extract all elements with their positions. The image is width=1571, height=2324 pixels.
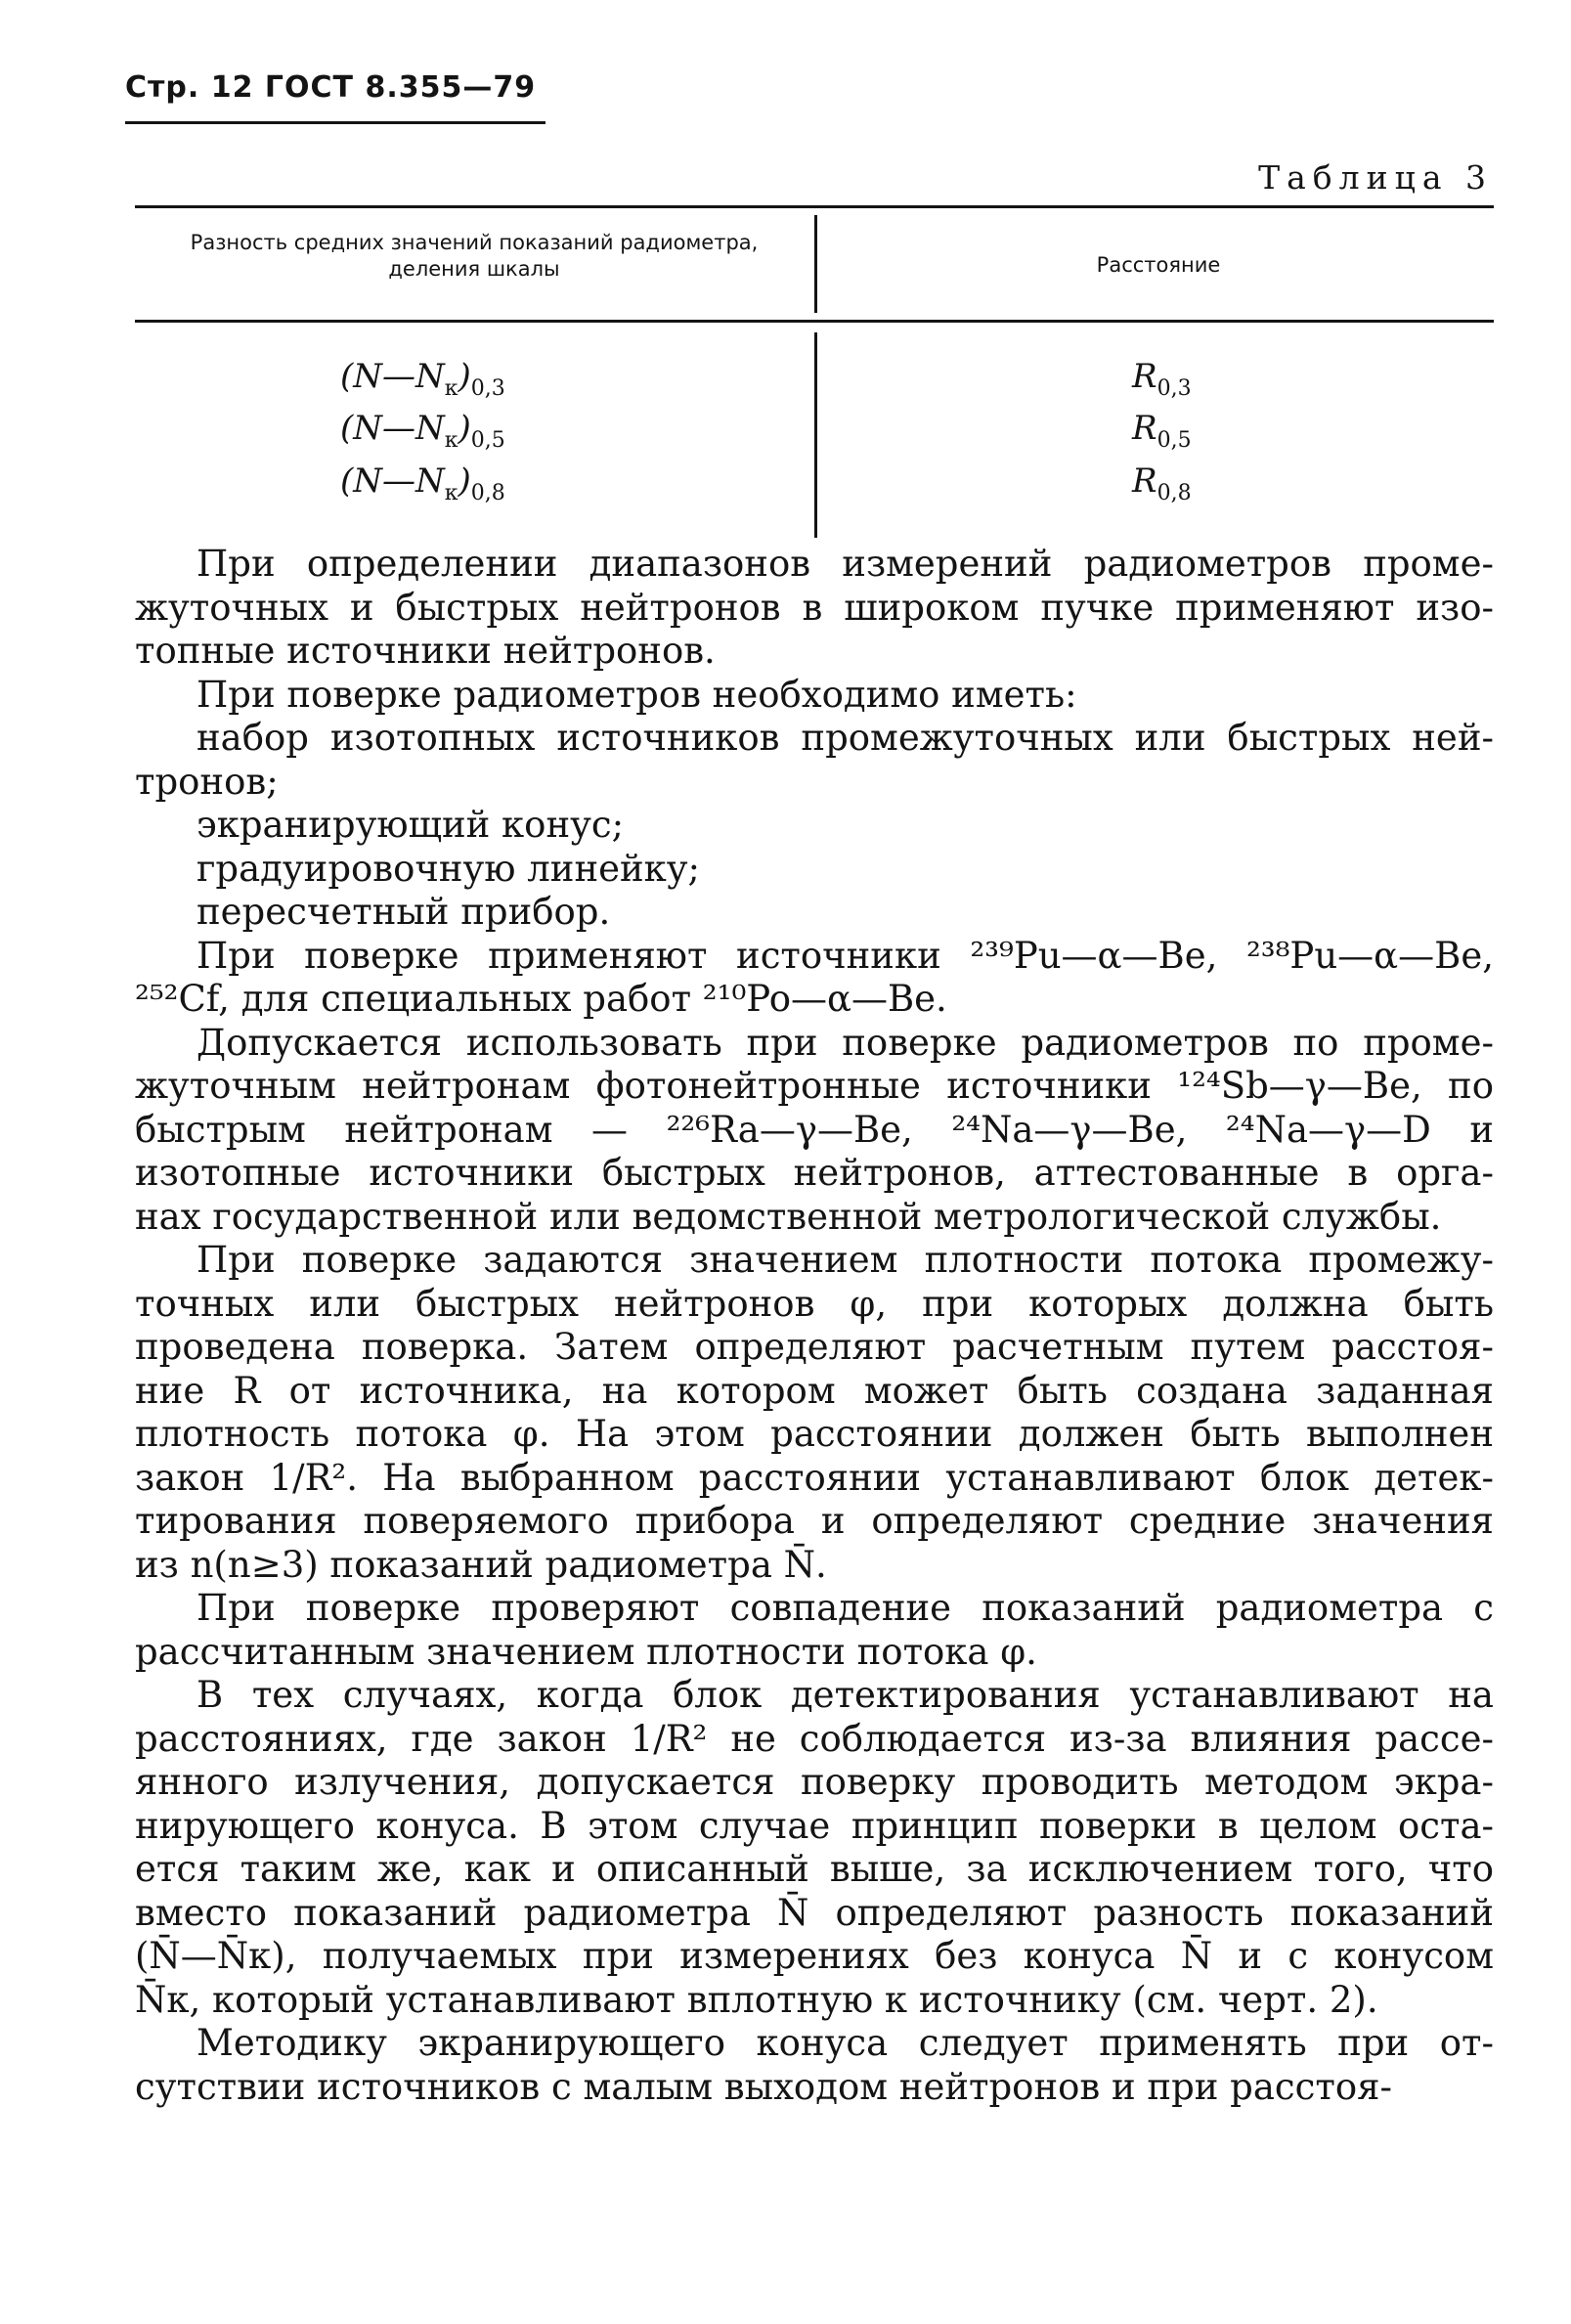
text-line: вместо показаний радиометра N̄ определяют разность показаний: [135, 1891, 1494, 1934]
text-line: изотопные источники быстрых нейтронов, аттестованные в орга-: [135, 1152, 1494, 1194]
column-header-distance: Расстояние: [1096, 253, 1221, 277]
text-line: жуточным нейтронам фотонейтронные источники ¹²⁴Sb—γ—Be, по: [135, 1065, 1494, 1107]
table-column-divider: [814, 215, 817, 313]
text-line: нирующего конуса. В этом случае принцип поверки в целом оста-: [135, 1804, 1494, 1847]
text-line: ние R от источника, на котором может быть создана заданная: [135, 1369, 1494, 1412]
text-line: При поверке проверяют совпадение показаний радиометра с: [196, 1587, 1494, 1629]
table-top-rule: [135, 205, 1494, 208]
text-line: рассчитанным значением плотности потока φ.: [135, 1630, 1037, 1673]
text-line: При поверке задаются значением плотности потока промежу-: [196, 1239, 1494, 1281]
text-line: быстрым нейтронам — ²²⁶Ra—γ—Be, ²⁴Na—γ—Be, ²⁴Na—γ—D и: [135, 1108, 1494, 1151]
table-cell-distance: $R_{0,5}$: [1132, 409, 1192, 453]
text-line: Допускается использовать при поверке радиометров по проме-: [196, 1021, 1494, 1064]
text-line: ²⁵²Cf, для специальных работ ²¹⁰Po—α—Be.: [135, 978, 947, 1020]
text-line: плотность потока φ. На этом расстоянии должен быть выполнен: [135, 1413, 1494, 1455]
table-cell-difference: $(N—N_к)_{0,3}$: [340, 357, 505, 401]
text-line: топные источники нейтронов.: [135, 630, 716, 672]
text-line: При определении диапазонов измерений радиометров проме-: [196, 543, 1494, 585]
text-line: проведена поверка. Затем определяют расчетным путем расстоя-: [135, 1326, 1494, 1368]
text-line: (N̄—N̄к), получаемых при измерениях без конуса N̄ и с конусом: [135, 1935, 1494, 1977]
text-line: Методику экранирующего конуса следует применять при от-: [196, 2022, 1494, 2064]
text-line: расстояниях, где закон 1/R² не соблюдается из-за влияния рассе-: [135, 1717, 1494, 1760]
table-caption: Таблица 3: [1258, 158, 1493, 197]
text-line: пересчетный прибор.: [196, 891, 611, 933]
text-line: При поверке радиометров необходимо иметь:: [196, 673, 1077, 716]
text-line: тирования поверяемого прибора и определяют средние значения: [135, 1500, 1494, 1542]
table-header-rule: [135, 320, 1494, 323]
table-column-divider: [814, 332, 817, 538]
text-line: градуировочную линейку;: [196, 847, 701, 890]
column-header-difference: Разность средних значений показаний радиометра, деления шкалы: [190, 231, 759, 281]
text-line: При поверке применяют источники ²³⁹Pu—α—Be, ²³⁸Pu—α—Be,: [196, 934, 1494, 977]
page-header: Стр. 12 ГОСТ 8.355—79: [125, 70, 537, 105]
text-line: закон 1/R². На выбранном расстоянии устанавливают блок детек-: [135, 1456, 1494, 1499]
text-line: нах государственной или ведомственной метрологической службы.: [135, 1195, 1442, 1238]
table-cell-distance: $R_{0,3}$: [1132, 357, 1192, 401]
text-line: ется таким же, как и описанный выше, за исключением того, что: [135, 1848, 1494, 1890]
table-cell-difference: $(N—N_к)_{0,5}$: [340, 409, 505, 453]
text-line: набор изотопных источников промежуточных или быстрых ней-: [196, 717, 1494, 759]
header-rule: [125, 121, 545, 124]
text-line: экранирующий конус;: [196, 804, 625, 846]
text-line: точных или быстрых нейтронов φ, при которых должна быть: [135, 1282, 1494, 1325]
text-line: В тех случаях, когда блок детектирования устанавливают на: [196, 1674, 1494, 1716]
text-line: янного излучения, допускается поверку проводить методом экра-: [135, 1761, 1494, 1803]
table-cell-difference: $(N—N_к)_{0,8}$: [340, 461, 505, 505]
text-line: из n(n≥3) показаний радиометра N̄.: [135, 1543, 827, 1586]
text-line: N̄к, который устанавливают вплотную к источнику (см. черт. 2).: [135, 1978, 1378, 2021]
text-line: сутствии источников с малым выходом нейтронов и при расстоя-: [135, 2065, 1392, 2108]
text-line: жуточных и быстрых нейтронов в широком пучке применяют изо-: [135, 586, 1494, 629]
text-line: тронов;: [135, 760, 279, 803]
table-cell-distance: $R_{0,8}$: [1132, 461, 1192, 505]
body-text: [135, 543, 1494, 2109]
